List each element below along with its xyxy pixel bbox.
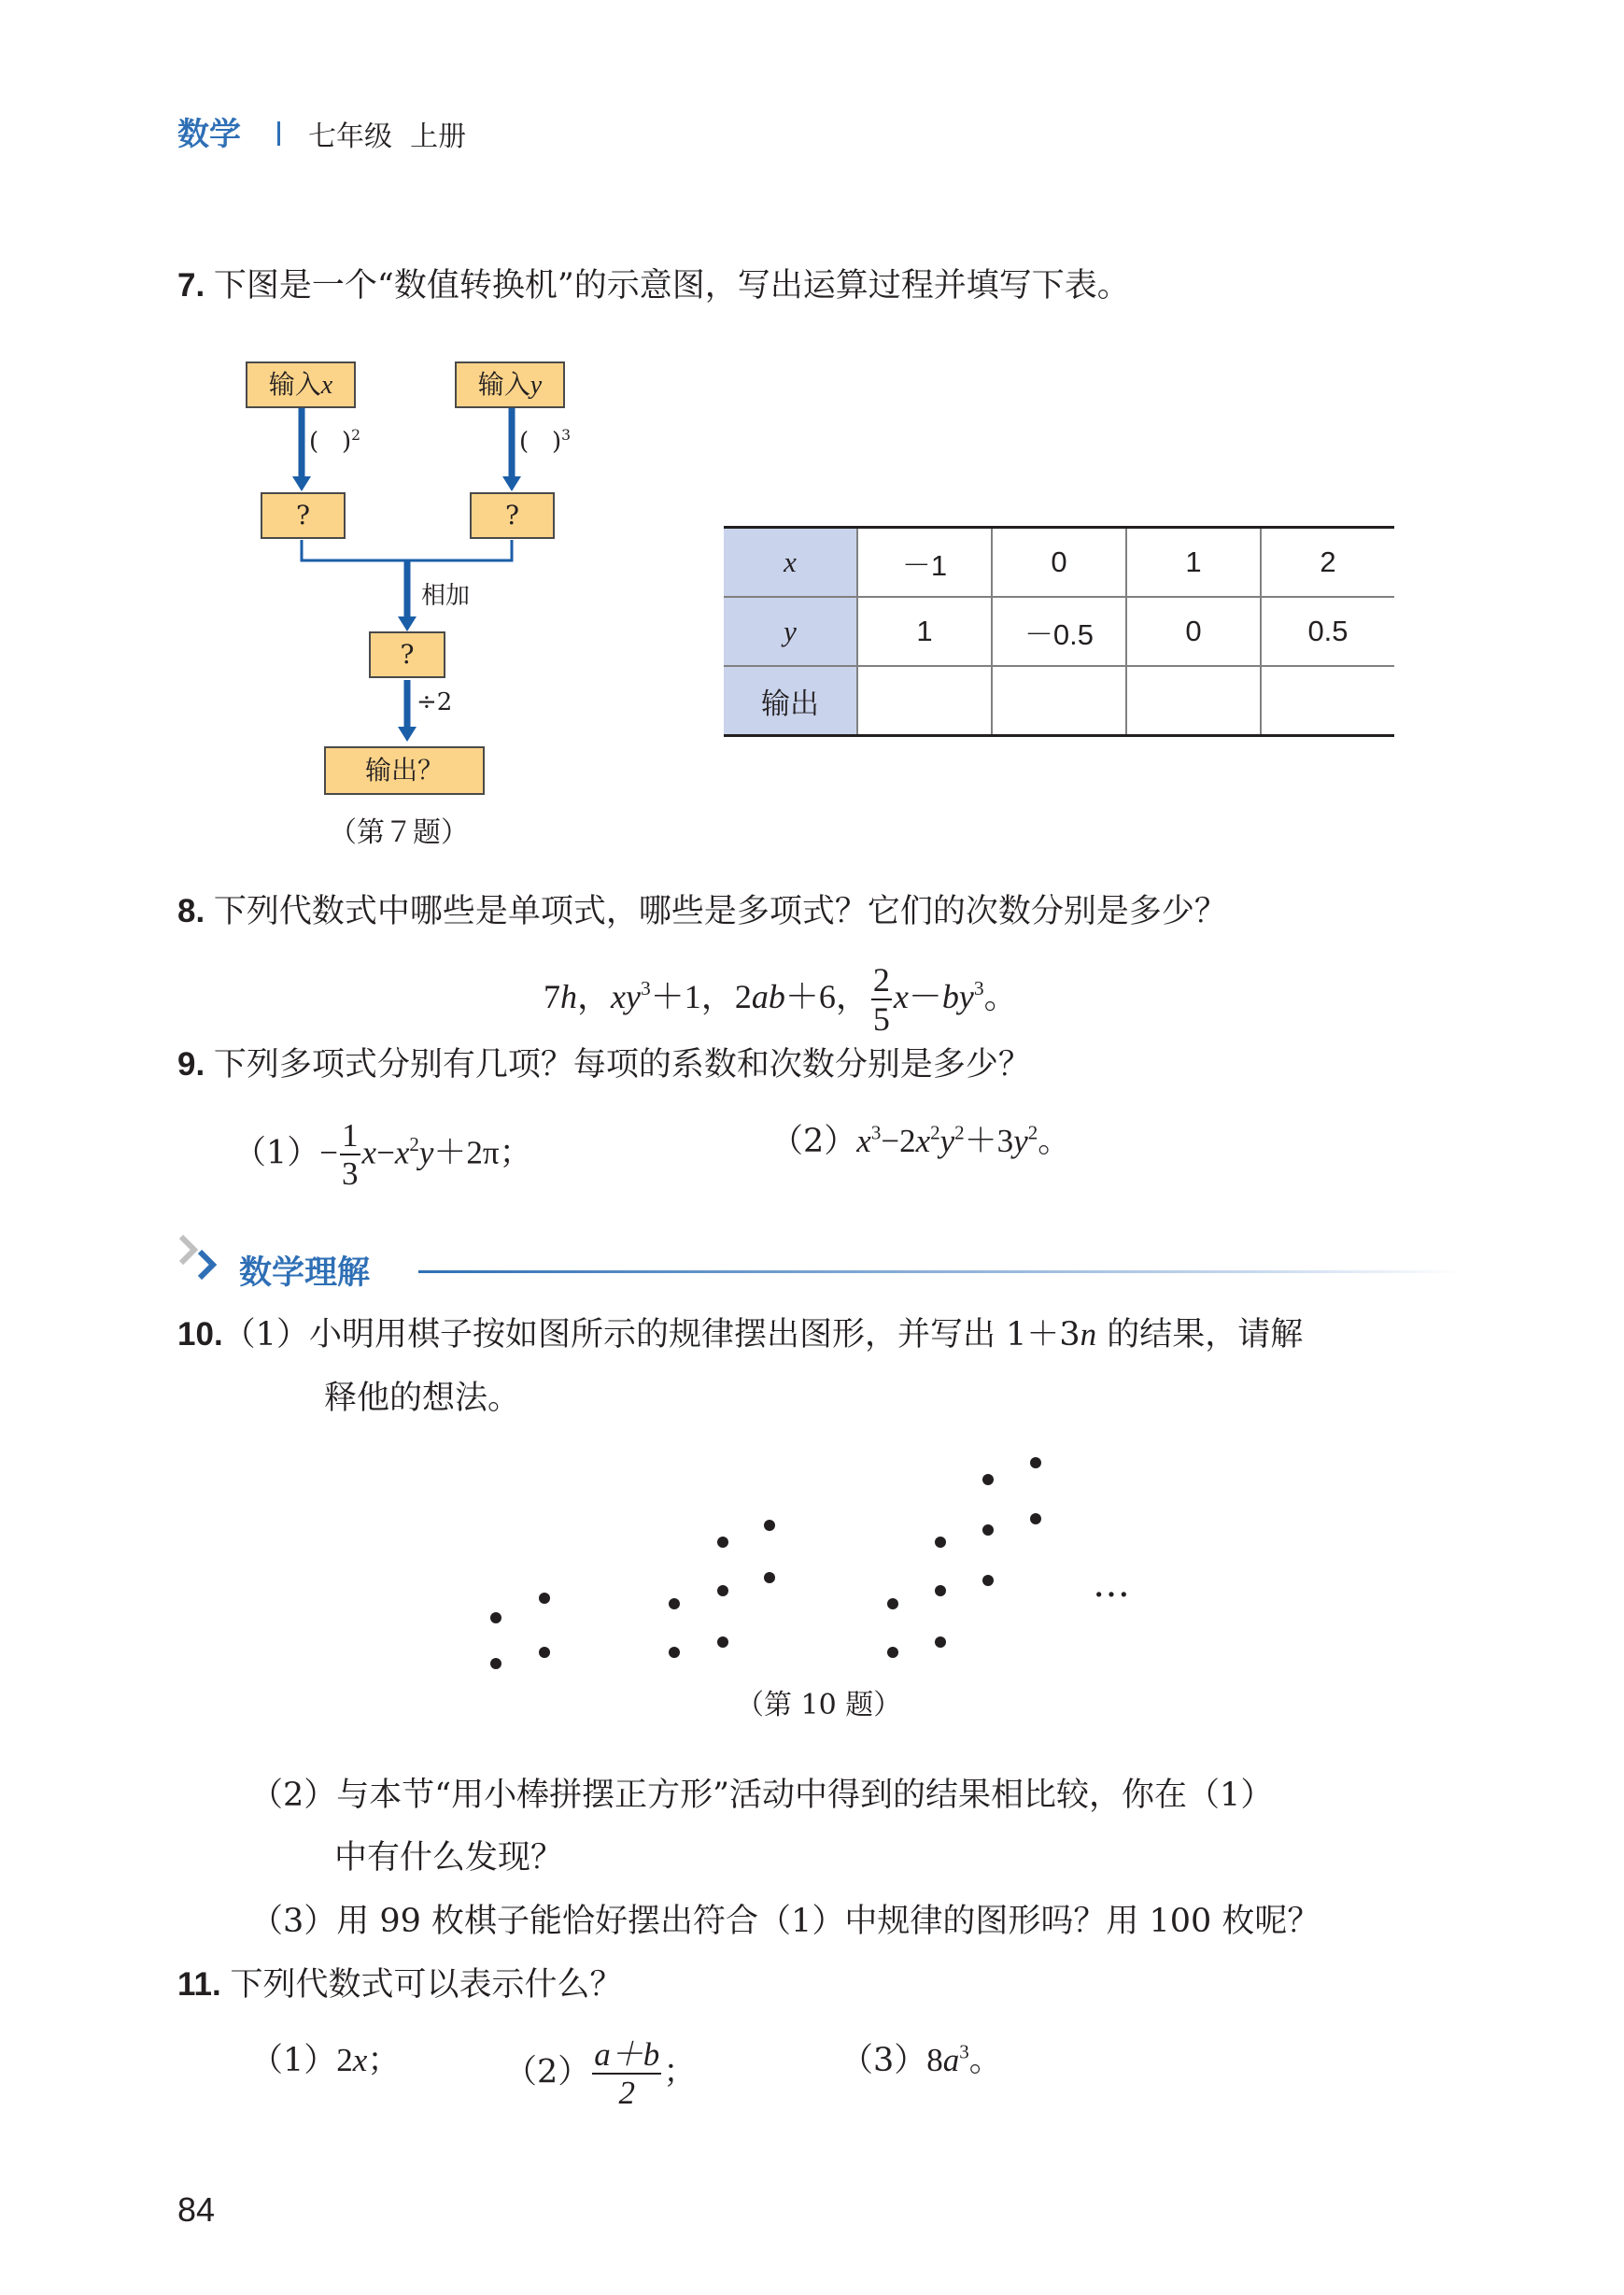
- q9-part2: $(2)x^3-2x^2y^2+3y^2$。: [770, 1121, 1071, 1160]
- q7-number: 7: [177, 267, 196, 304]
- section-rule: [418, 1270, 1464, 1273]
- output-cell: [992, 666, 1126, 736]
- input-x-box: 输入x: [246, 361, 356, 408]
- chess-piece: [1030, 1457, 1041, 1468]
- pattern-ellipsis: …: [1093, 1563, 1130, 1606]
- cell: －1: [857, 528, 992, 598]
- table-row-y: [724, 597, 1394, 666]
- cell: 0.5: [1261, 597, 1394, 666]
- q9-text: 9. 下列多项式分别有几项？每项的系数和次数分别是多少？: [177, 1046, 1031, 1084]
- page-number: 84: [177, 2190, 216, 2229]
- chess-piece: [764, 1572, 775, 1583]
- q11-text: 11. 下列代数式可以表示什么？: [177, 1966, 623, 2004]
- output-cell: [1126, 666, 1261, 736]
- fraction-2-5: $\frac{2}{5}$: [872, 961, 890, 1038]
- q10-part3: （3）用 99 枚棋子能恰好摆出符合（1）中规律的图形吗？用 100 枚呢？: [250, 1903, 1320, 1940]
- q10-part1-line2: 释他的想法。: [324, 1380, 521, 1417]
- table-row-output: [724, 666, 1394, 736]
- q10-part1: 10.（1）小明用棋子按如图所示的规律摆出图形，并写出 1＋3n 的结果，请解: [177, 1316, 1304, 1353]
- q10-part2-line1: （2）与本节“用小棒拼摆正方形”活动中得到的结果相比较，你在（1）: [250, 1777, 1274, 1814]
- q7-table: [724, 526, 1394, 737]
- merge-connector: [302, 540, 512, 560]
- output-cell: [857, 666, 992, 736]
- divide-label: ÷2: [417, 688, 453, 716]
- cell: 0: [992, 528, 1126, 598]
- chess-piece: [717, 1537, 728, 1548]
- cell: 2: [1261, 528, 1394, 598]
- chess-piece: [982, 1524, 994, 1536]
- table-row-x: [724, 528, 1394, 598]
- section-title: 数学理解: [239, 1254, 371, 1292]
- q11-part1: （1）2x；: [250, 2042, 401, 2079]
- q8-text: 8. 下列代数式中哪些是单项式，哪些是多项式？它们的次数分别是多少？: [177, 893, 1227, 930]
- output-box: 输出？: [324, 746, 485, 795]
- q11-part3: $(3)8a^3$。: [840, 2040, 1002, 2079]
- q11-part2: （2） $\frac{a+b}{2}$ ；: [504, 2036, 697, 2111]
- cell: 1: [857, 597, 992, 666]
- q7-caption: （第７题）: [329, 816, 469, 849]
- q10-caption: （第 10 题）: [736, 1689, 902, 1721]
- cube-label: ( )$^3$: [519, 426, 572, 456]
- chess-piece: [717, 1636, 728, 1648]
- chess-piece: [935, 1636, 946, 1648]
- chess-piece: [539, 1647, 550, 1658]
- output-cell: [1261, 666, 1394, 736]
- chess-piece: [669, 1598, 680, 1609]
- sum-box: ?: [369, 631, 445, 678]
- q8-expressions: 7h，$xy^3+1$，2ab＋6， $\frac{2}{5}$ $x-by^3$。: [544, 961, 1018, 1038]
- square-label: ( )$^2$: [309, 426, 361, 456]
- fraction-a-plus-b-over-2: $\frac{a+b}{2}$: [594, 2036, 660, 2111]
- header-x: x: [724, 528, 857, 598]
- q7-text: 7. 下图是一个“数值转换机”的示意图，写出运算过程并填写下表。: [177, 267, 1130, 305]
- add-label: 相加: [421, 582, 471, 610]
- chess-piece: [764, 1520, 775, 1531]
- chess-piece: [717, 1585, 728, 1596]
- chess-piece: [490, 1658, 501, 1669]
- header-grade: 七年级 上册: [308, 120, 467, 153]
- chess-piece: [490, 1612, 501, 1623]
- header-subject: 数学: [177, 116, 241, 153]
- fraction-1-3: $\frac{1}{3}$: [342, 1117, 359, 1192]
- cell: 0: [1126, 597, 1261, 666]
- chess-piece: [1030, 1513, 1041, 1524]
- header-y: y: [724, 597, 857, 666]
- chess-piece: [935, 1585, 946, 1596]
- chess-piece: [887, 1647, 898, 1658]
- cell: －0.5: [992, 597, 1126, 666]
- q10-part2-line2: 中有什么发现？: [334, 1839, 564, 1877]
- chevron-icon: [176, 1231, 232, 1289]
- chess-piece: [887, 1598, 898, 1609]
- chess-piece: [539, 1593, 550, 1604]
- input-y-box: 输入y: [455, 361, 565, 408]
- result-y-box: ?: [470, 492, 555, 539]
- result-x-box: ?: [261, 492, 346, 539]
- chess-piece: [669, 1647, 680, 1658]
- chess-piece: [982, 1575, 994, 1586]
- chess-piece: [935, 1537, 946, 1548]
- header-output: 输出: [724, 666, 857, 736]
- chess-piece: [982, 1474, 994, 1485]
- q9-part1: （1）− $\frac{1}{3}$ $x-x^2y+2\pi$；: [233, 1117, 532, 1192]
- cell: 1: [1126, 528, 1261, 598]
